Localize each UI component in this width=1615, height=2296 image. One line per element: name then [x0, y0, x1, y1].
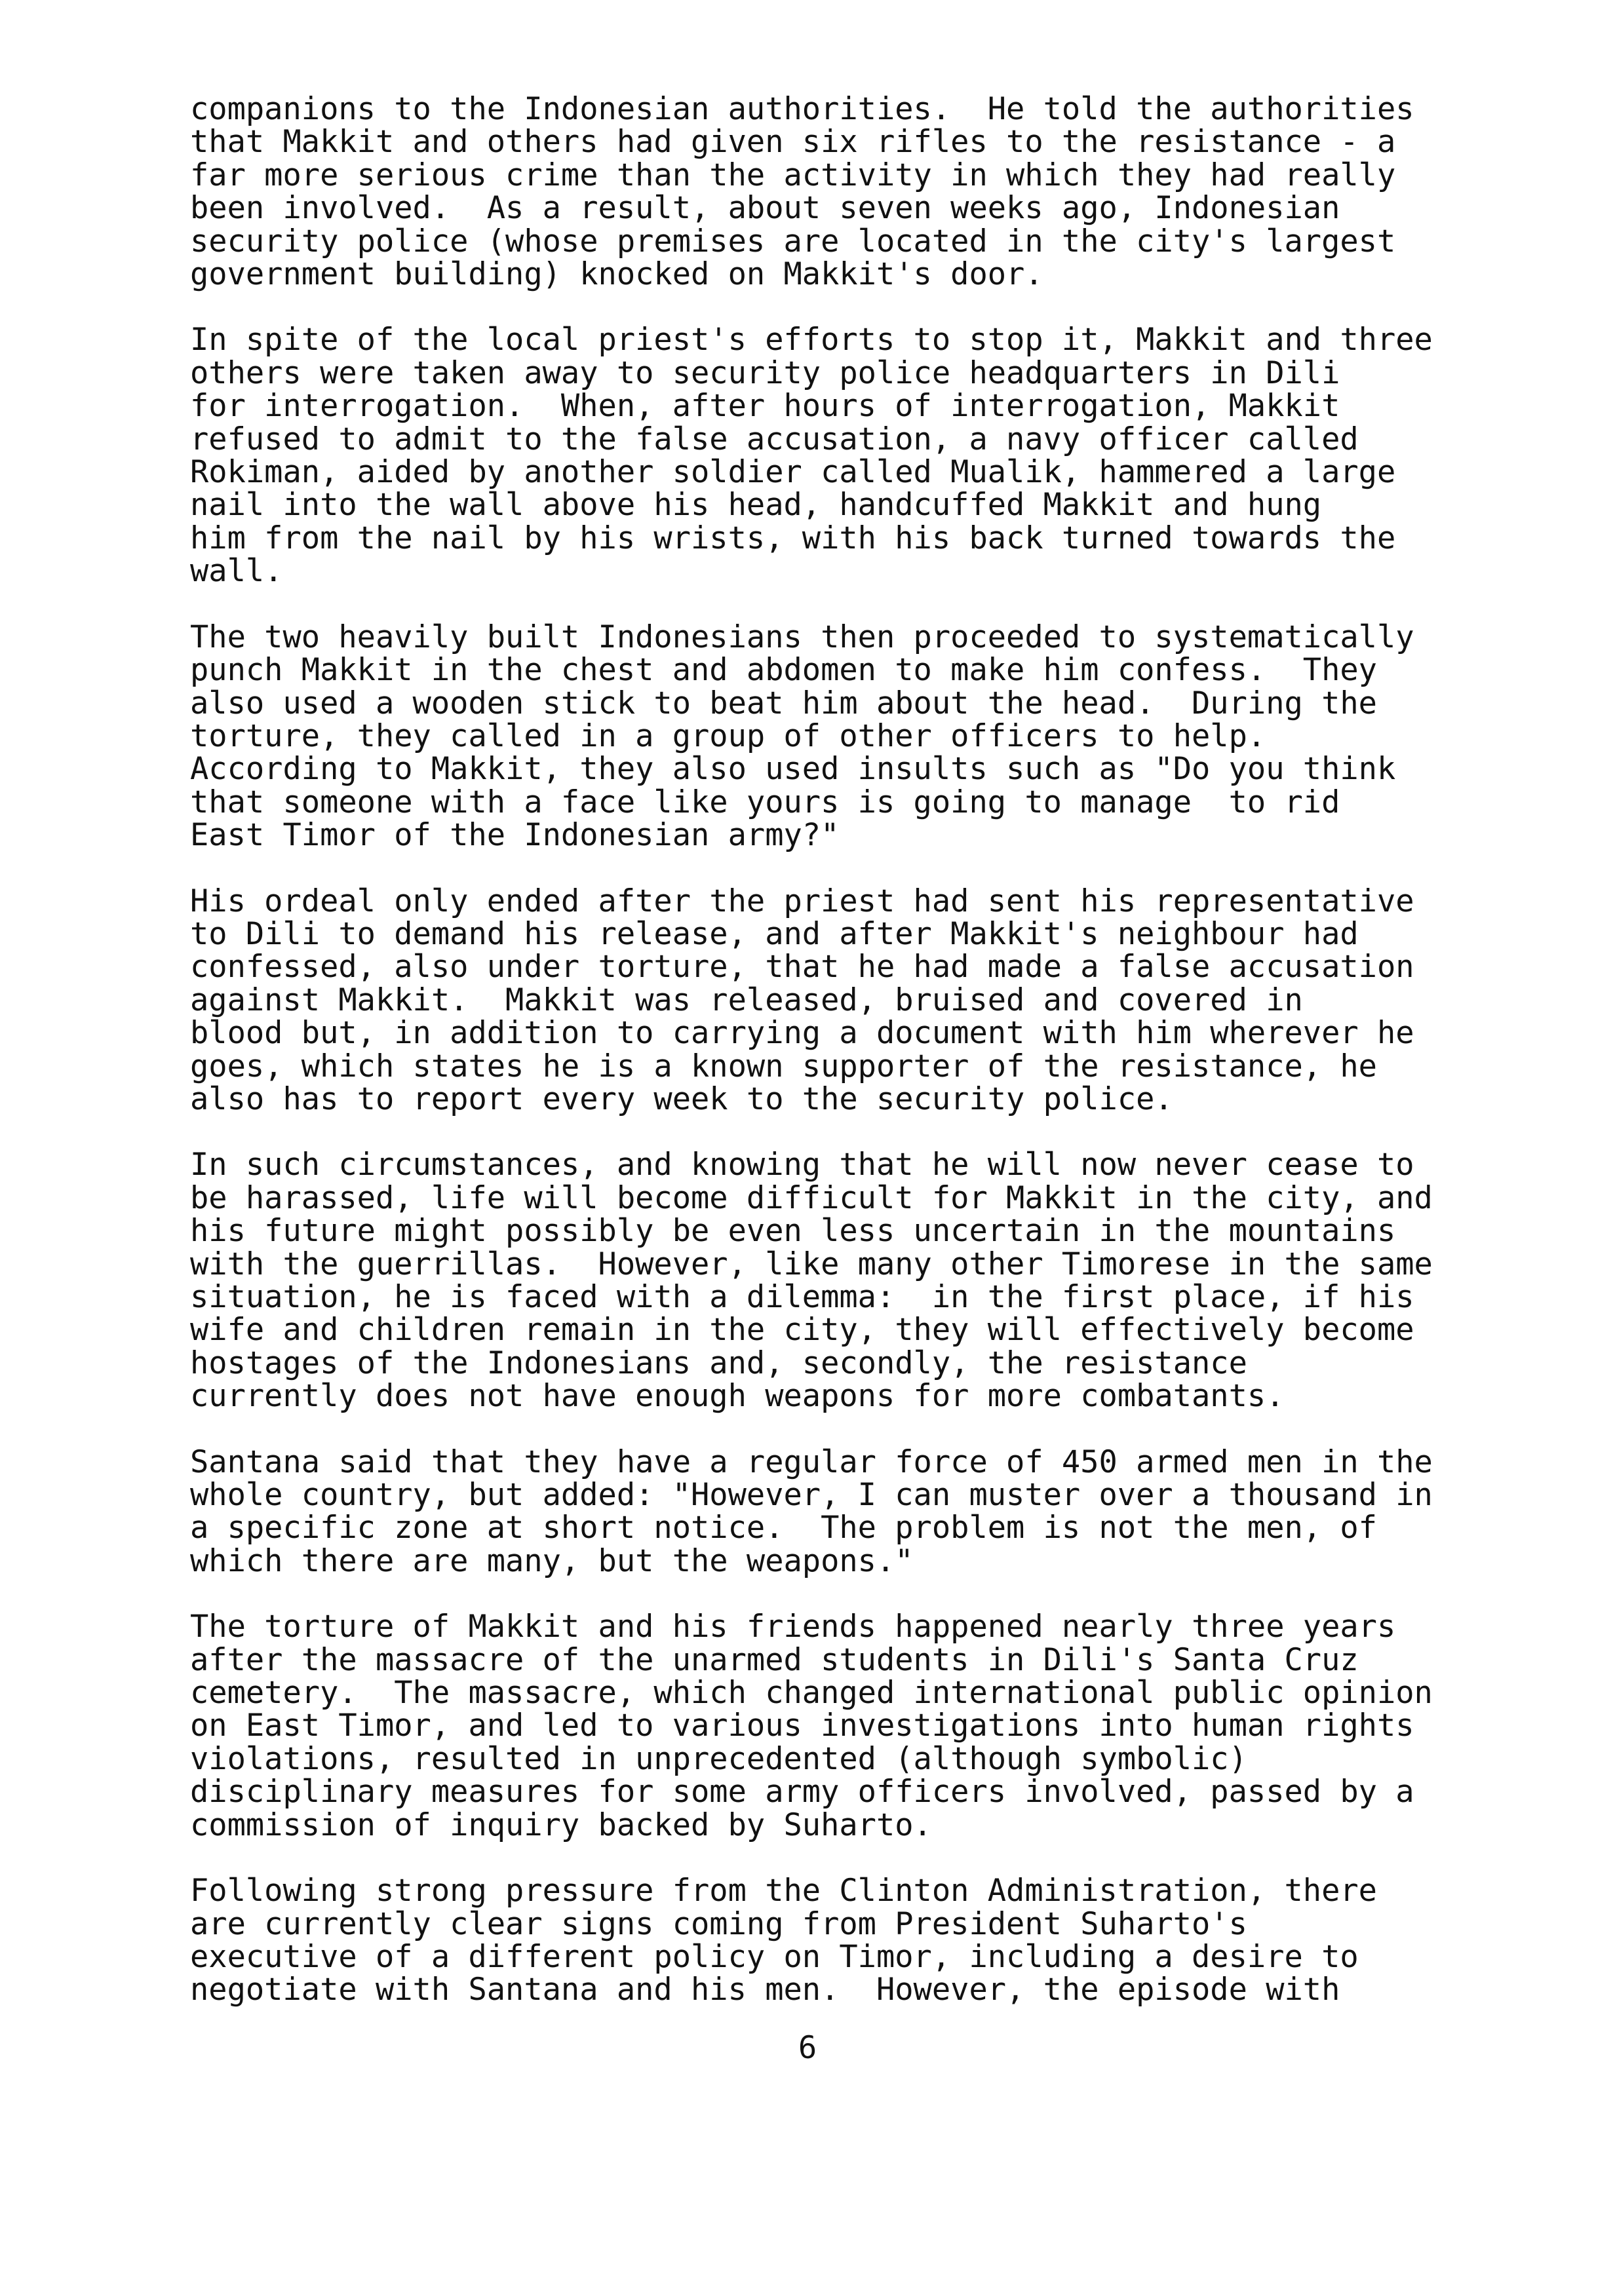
paragraph-3: The two heavily built Indonesians then proceeded to systematically punch Makkit in the chest and abdomen to make him confess. They also used a wooden stick to beat him about the head. During the torture, they called in a group of other officers to help. According to Makkit, they also used insults such as "Do you think that someone with a face like yours is going to manage to rid East Timor of the Indonesian army?"	[190, 619, 1414, 854]
paragraph-4: His ordeal only ended after the priest had sent his representative to Dili to demand his release, and after Makkit's neighbour had confessed, also under torture, that he had made a false accusation against Makkit. Makkit was released, bruised and covered in blood but, in addition to carrying a document with him wherever he goes, which states he is a known supporter of the resistance, he also has to report every week to the security police.	[190, 883, 1414, 1117]
paragraph-8: Following strong pressure from the Clinton Administration, there are currently clear signs coming from President Suharto's executive of a different policy on Timor, including a desire to negotiate with Santana and his men. However, the episode with	[190, 1873, 1377, 2008]
paragraph-6: Santana said that they have a regular force of 450 armed men in the whole country, but added: "However, I can muster over a thousand in a specific zone at short notice. The problem is not the men, of which there are many, but the weapons."	[190, 1444, 1433, 1579]
paragraph-1: companions to the Indonesian authorities. He told the authorities that Makkit and others had given six rifles to the resistance - a far more serious crime than the activity in which they had really been involved. As a result, about seven weeks ago, Indonesian security police (whose premises are located in the city's largest government building) knocked on Makkit's door.	[190, 91, 1414, 293]
paragraph-5: In such circumstances, and knowing that he will now never cease to be harassed, life will become difficult for Makkit in the city, and his future might possibly be even less uncertain in the mountains with the guerrillas. However, like many other Timorese in the same situation, he is faced with a dilemma: in the first place, if his wife and children remain in the city, they will effectively become hostages of the Indonesians and, secondly, the resistance currently does not have enough weapons for more combatants.	[190, 1147, 1433, 1415]
body-text	[190, 93, 1501, 2040]
paragraph-7: The torture of Makkit and his friends happened nearly three years after the massacre of the unarmed students in Dili's Santa Cruz cemetery. The massacre, which changed international public opinion on East Timor, and led to various investigations into human rights violations, resulted in unprecedented (although symbolic) disciplinary measures for some army officers involved, passed by a commission of inquiry backed by Suharto.	[190, 1609, 1433, 1843]
page-number: 6	[798, 2030, 817, 2066]
paragraph-2: In spite of the local priest's efforts to stop it, Makkit and three others were taken away to security police headquarters in Dili for interrogation. When, after hours of interrogation, Makkit refused to admit to the false accusation, a navy officer called Rokiman, aided by another soldier called Mualik, hammered a large nail into the wall above his head, handcuffed Makkit and hung him from the nail by his wrists, with his back turned towards the wall.	[190, 322, 1433, 590]
